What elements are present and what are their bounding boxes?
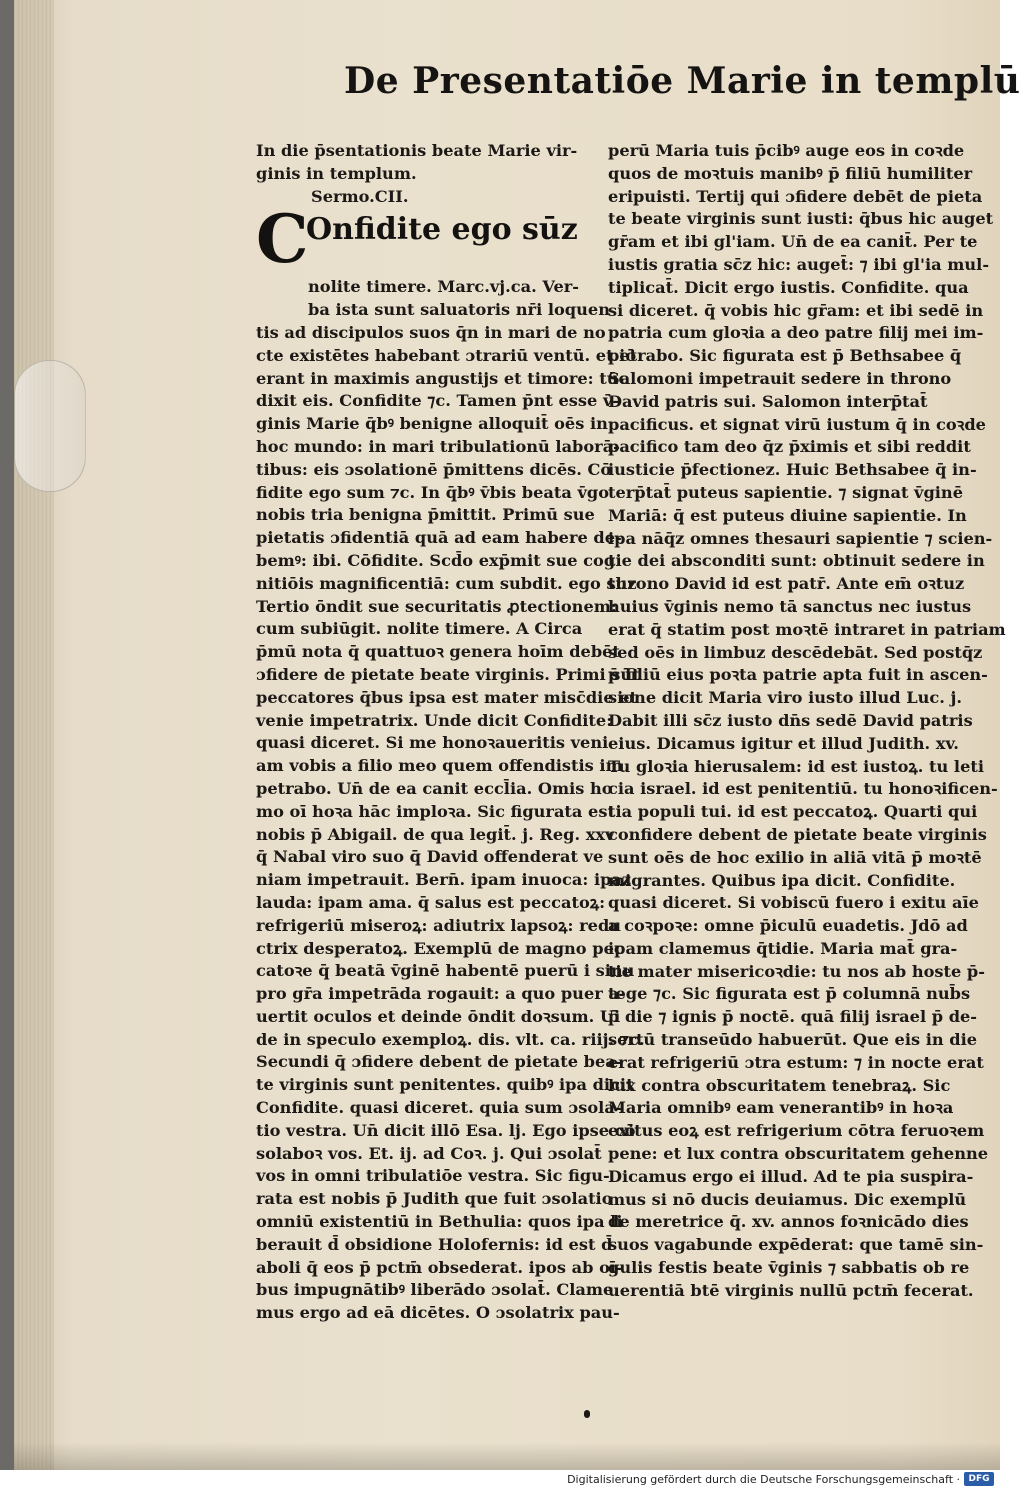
sermon-heading-line: In die p̄sentationis beate Marie vir- xyxy=(256,141,578,160)
text-line: am vobis a filio meo quem offendistis im xyxy=(256,756,623,776)
text-line: tibus: eis ɔsolationē p̄mittens dicēs. Cō xyxy=(256,459,612,479)
text-line: tiplicat̄. Dicit ergo iustis. Confidite. qua xyxy=(608,277,969,297)
text-line: nitiōis magnificentiā: cum subdit. ego suz xyxy=(256,573,637,593)
text-line: fidite ego sum ⁊c. In q̄bꝰ v̄bis beata v̄go xyxy=(256,482,610,502)
text-line: iusticie p̄fectionez. Huic Bethsabee q̄ in- xyxy=(608,460,977,480)
text-line: ipam clamemus q̄tidie. Maria mat̄ gra- xyxy=(608,938,958,958)
text-line: si diceret. q̄ vobis hic gr̄am: et ibi sedē in xyxy=(608,300,984,320)
text-line: lux contra obscuritatem tenebraꝝ. Sic xyxy=(608,1075,951,1095)
text-line: patria cum gloꝛia a deo patre filij mei im- xyxy=(608,323,984,343)
sermon-heading-line: ginis in templum. xyxy=(256,163,417,183)
text-line: omniū existentiū in Bethulia: quos ipa li xyxy=(256,1212,623,1232)
text-line: quasi diceret. Si vobiscū fuero i exitu aīe xyxy=(608,893,979,913)
text-line: dixit eis. Confidite ⁊c. Tamen p̄nt esse v̄- xyxy=(256,391,620,411)
text-line: de in speculo exemploꝝ. dis. vlt. ca. riij. ⁊c. xyxy=(256,1029,645,1049)
text-line: tia populi tui. id est peccatoꝝ. Quarti qui xyxy=(608,802,978,822)
dfg-logo: DFG xyxy=(964,1472,994,1486)
text-line: iustis gratia sc̄z hic: auget̄: ⁊ ibi gl'ia mul- xyxy=(608,254,990,274)
page-clip xyxy=(14,360,86,492)
text-line: quasi diceret. Si me honoꝛaueritis veni xyxy=(256,733,609,753)
text-line: peccatores q̄bus ipsa est mater misc̄die et xyxy=(256,687,638,707)
text-line: throno David id est patr̄. Ante em̄ oꝛtuz xyxy=(608,574,965,594)
page-shadow xyxy=(14,1442,1000,1470)
text-line: terp̄tat̄ puteus sapientie. ⁊ signat v̄ginē xyxy=(608,482,963,502)
text-line: tio vestra. Un̄ dicit illō Esa. lj. Ego ipse cō xyxy=(256,1120,636,1140)
text-line: tege ⁊c. Sic figurata est p̄ columnā nub̄s xyxy=(608,984,971,1004)
text-line: solaboꝛ vos. Et. ij. ad Coꝛ. j. Qui ɔsolat̄ xyxy=(256,1143,602,1163)
text-line: Dabit illi sc̄z iusto dn̄s sedē David patris xyxy=(608,710,973,730)
running-head: De Presentatiōe Marie in templū xyxy=(344,60,1020,102)
text-line: p̄ filiū eius poꝛta patrie apta fuit in ascen- xyxy=(608,665,988,685)
text-line: confidere debent de pietate beate virginis xyxy=(608,824,987,844)
text-line: pietatis ɔfidentiā quā ad eam habere de- xyxy=(256,528,622,548)
text-line: Salomoni impetrauit sedere in throno xyxy=(608,368,952,388)
text-line: erat refrigeriū ɔtra estum: ⁊ in nocte erat xyxy=(608,1052,984,1072)
text-line: uerentiā btē virginis nullū pctm̄ fecerat. xyxy=(608,1280,974,1300)
footer-bar xyxy=(0,1470,1000,1490)
text-line: erat q̄ statim post moꝛtē intraret in patriam xyxy=(608,619,1006,639)
text-line: mus si nō ducis deuiamus. Dic exemplū xyxy=(608,1189,967,1209)
initial-letter: C xyxy=(256,200,309,279)
text-line: cia israel. id est penitentiū. tu honoꝛificen- xyxy=(608,779,998,799)
text-line: huius v̄ginis nemo tā sanctus nec iustus xyxy=(608,596,972,616)
text-line: mus ergo ad eā dicētes. O ɔsolatrix pau- xyxy=(256,1303,620,1323)
text-line: migrantes. Quibus ipa dicit. Confidite. xyxy=(608,870,956,890)
text-line: Tertio ōndit sue securitatis ꝓtectionem: xyxy=(256,596,617,616)
text-line: suos vagabunde expēderat: que tamē sin- xyxy=(608,1235,984,1255)
text-line: rata est nobis p̄ Judith que fuit ɔsolatio xyxy=(256,1189,613,1209)
text-line: sione dicit Maria viro iusto illud Luc. j. xyxy=(608,688,962,708)
text-line: ɔfidere de pietate beate virginis. Primi sūt xyxy=(256,664,640,684)
left-text-block xyxy=(256,322,645,1325)
text-line: ctrix desperatoꝝ. Exemplū de magno pec xyxy=(256,938,624,958)
text-line: ba ista sunt saluatoris nr̄i loquen xyxy=(308,300,610,320)
text-line: Dicamus ergo ei illud. Ad te pia suspira- xyxy=(608,1166,974,1186)
text-line: pacifico tam deo q̄z p̄ximis et sibi reddit xyxy=(608,437,971,457)
text-line: tie dei absconditi sunt: obtinuit sedere in xyxy=(608,551,985,571)
text-line: gr̄am et ibi gl'iam. Un̄ de ea canit̄. Per te xyxy=(608,232,978,252)
text-line: cte existētes habebant ɔtrariū ventū. et iō xyxy=(256,345,637,365)
right-column xyxy=(608,140,1006,1303)
text-line: Confidite. quasi diceret. quia sum ɔsola- xyxy=(256,1098,622,1118)
text-line: p̄mū nota q̄ quattuoꝛ genera hoīm debēt xyxy=(256,642,620,662)
text-line: eius. Dicamus igitur et illud Judith. xv. xyxy=(608,733,959,753)
text-line: bemꝰ: ibi. Cōfidite. Scd̄o exp̄mit sue cog xyxy=(256,550,616,570)
text-line: sed oēs in limbuz descēdebāt. Sed postq̄z xyxy=(608,642,983,662)
text-line: catoꝛe q̄ beatā v̄ginē habentē puerū i sinu xyxy=(256,961,635,981)
text-line: eripuisti. Tertij qui ɔfidere debēt de pieta xyxy=(608,186,983,206)
text-line: Maria omnibꝰ eam venerantibꝰ in hoꝛa xyxy=(608,1098,954,1118)
text-line: hoc mundo: in mari tribulationū laborā- xyxy=(256,436,620,456)
text-line: nobis p̄ Abigail. de qua legit̄. j. Reg. xxv xyxy=(256,824,615,844)
text-line: de meretrice q̄. xv. annos foꝛnicādo dies xyxy=(608,1212,969,1232)
text-line: erant in maximis angustijs et timore: tūc xyxy=(256,368,629,388)
text-line: venie impetratrix. Unde dicit Confidite: xyxy=(256,710,613,730)
text-line: nobis tria benigna p̄mittit. Primū sue xyxy=(256,505,595,525)
text-line: ipa nāq̄z omnes thesauri sapientie ⁊ scien- xyxy=(608,528,993,548)
text-line: te beate virginis sunt iusti: q̄bus hic auget xyxy=(608,209,994,229)
text-line: tie mater misericoꝛdie: tu nos ab hoste p̄- xyxy=(608,961,985,981)
page-edge xyxy=(14,0,54,1470)
text-line: sunt oēs de hoc exilio in aliā vitā p̄ moꝛtē xyxy=(608,847,982,867)
book-page xyxy=(14,0,1020,1470)
text-line: aboli q̄ eos p̄ pctm̄ obsederat. ipos ab oī- xyxy=(256,1257,623,1277)
text-line: Secundi q̄ ɔfidere debent de pietate bea- xyxy=(256,1052,623,1072)
text-line: berauit d̄ obsidione Holofernis: id est d̄ xyxy=(256,1234,613,1254)
text-line: Tu gloꝛia hierusalem: id est iustoꝝ. tu leti xyxy=(608,756,984,776)
text-line: te virginis sunt penitentes. quibꝰ ipa dicit xyxy=(256,1075,634,1095)
text-line: ginis Marie q̄bꝰ benigne alloquit̄ oēs in xyxy=(256,414,608,434)
incipit xyxy=(256,200,586,279)
digitization-credit: Digitalisierung gefördert durch die Deutsche Forschungsgemeinschaft · xyxy=(567,1473,960,1486)
text-line: bus impugnātibꝰ liberādo ɔsolat̄. Clame xyxy=(256,1280,614,1300)
text-line: vos in omni tribulatiōe vestra. Sic figu- xyxy=(256,1166,610,1186)
text-line: niam impetrauit. Bern̄. ipam inuoca: ipaz xyxy=(256,870,632,890)
right-text-block xyxy=(608,140,1006,1303)
text-line: mo oī hoꝛa hāc imploꝛa. Sic figurata est xyxy=(256,801,615,821)
text-line: petrabo. Sic figurata est p̄ Bethsabee q̄ xyxy=(608,346,962,366)
text-line: pacificus. et signat virū iustum q̄ in coꝛde xyxy=(608,414,986,434)
text-line: quos de moꝛtuis manibꝰ p̄ filiū humiliter xyxy=(608,163,973,183)
text-line: petrabo. Un̄ de ea canit eccl̄ia. Omis ho xyxy=(256,778,613,798)
text-line: Mariā: q̄ est puteus diuine sapientie. In xyxy=(608,505,967,525)
text-line: sertū transeūdo habuerūt. Que eis in die xyxy=(608,1030,978,1050)
text-line: exitus eoꝝ est refrigerium cōtra feruoꝛem xyxy=(608,1121,985,1141)
text-line: perū Maria tuis p̄cibꝰ auge eos in coꝛde xyxy=(608,141,965,160)
incipit-text: Onfidite ego sūz xyxy=(306,212,578,248)
text-line: q̄ Nabal viro suo q̄ David offenderat ve xyxy=(256,847,604,867)
text-line: nolite timere. Marc.vj.ca. Ver- xyxy=(308,277,579,297)
text-line: refrigeriū miseroꝝ: adiutrix lapsoꝝ: redu xyxy=(256,915,622,935)
folio-mark xyxy=(584,1410,590,1418)
left-column xyxy=(256,140,645,1325)
text-line: uertit oculos et deinde ōndit doꝛsum. Ui xyxy=(256,1006,621,1026)
text-line: p̄ die ⁊ ignis p̄ noctē. quā filij israel p̄ de- xyxy=(608,1007,978,1027)
text-line: pene: et lux contra obscuritatem gehenne xyxy=(608,1144,989,1164)
text-line: cum subiūgit. nolite timere. A Circa xyxy=(256,619,583,639)
text-line: gulis festis beate v̄ginis ⁊ sabbatis ob re xyxy=(608,1258,970,1278)
text-line: tis ad discipulos suos q̄n in mari de no xyxy=(256,322,606,342)
text-line: David patris sui. Salomon interp̄tat̄ xyxy=(608,391,928,411)
text-line: lauda: ipam ama. q̄ salus est peccatoꝝ: xyxy=(256,892,606,912)
text-line: pro gr̄a impetrāda rogauit: a quo puer a- xyxy=(256,984,626,1004)
sermon-number: Sermo.CII. xyxy=(311,186,409,206)
text-line: a coꝛpoꝛe: omne p̄iculū euadetis. Jdō ad xyxy=(608,916,968,936)
